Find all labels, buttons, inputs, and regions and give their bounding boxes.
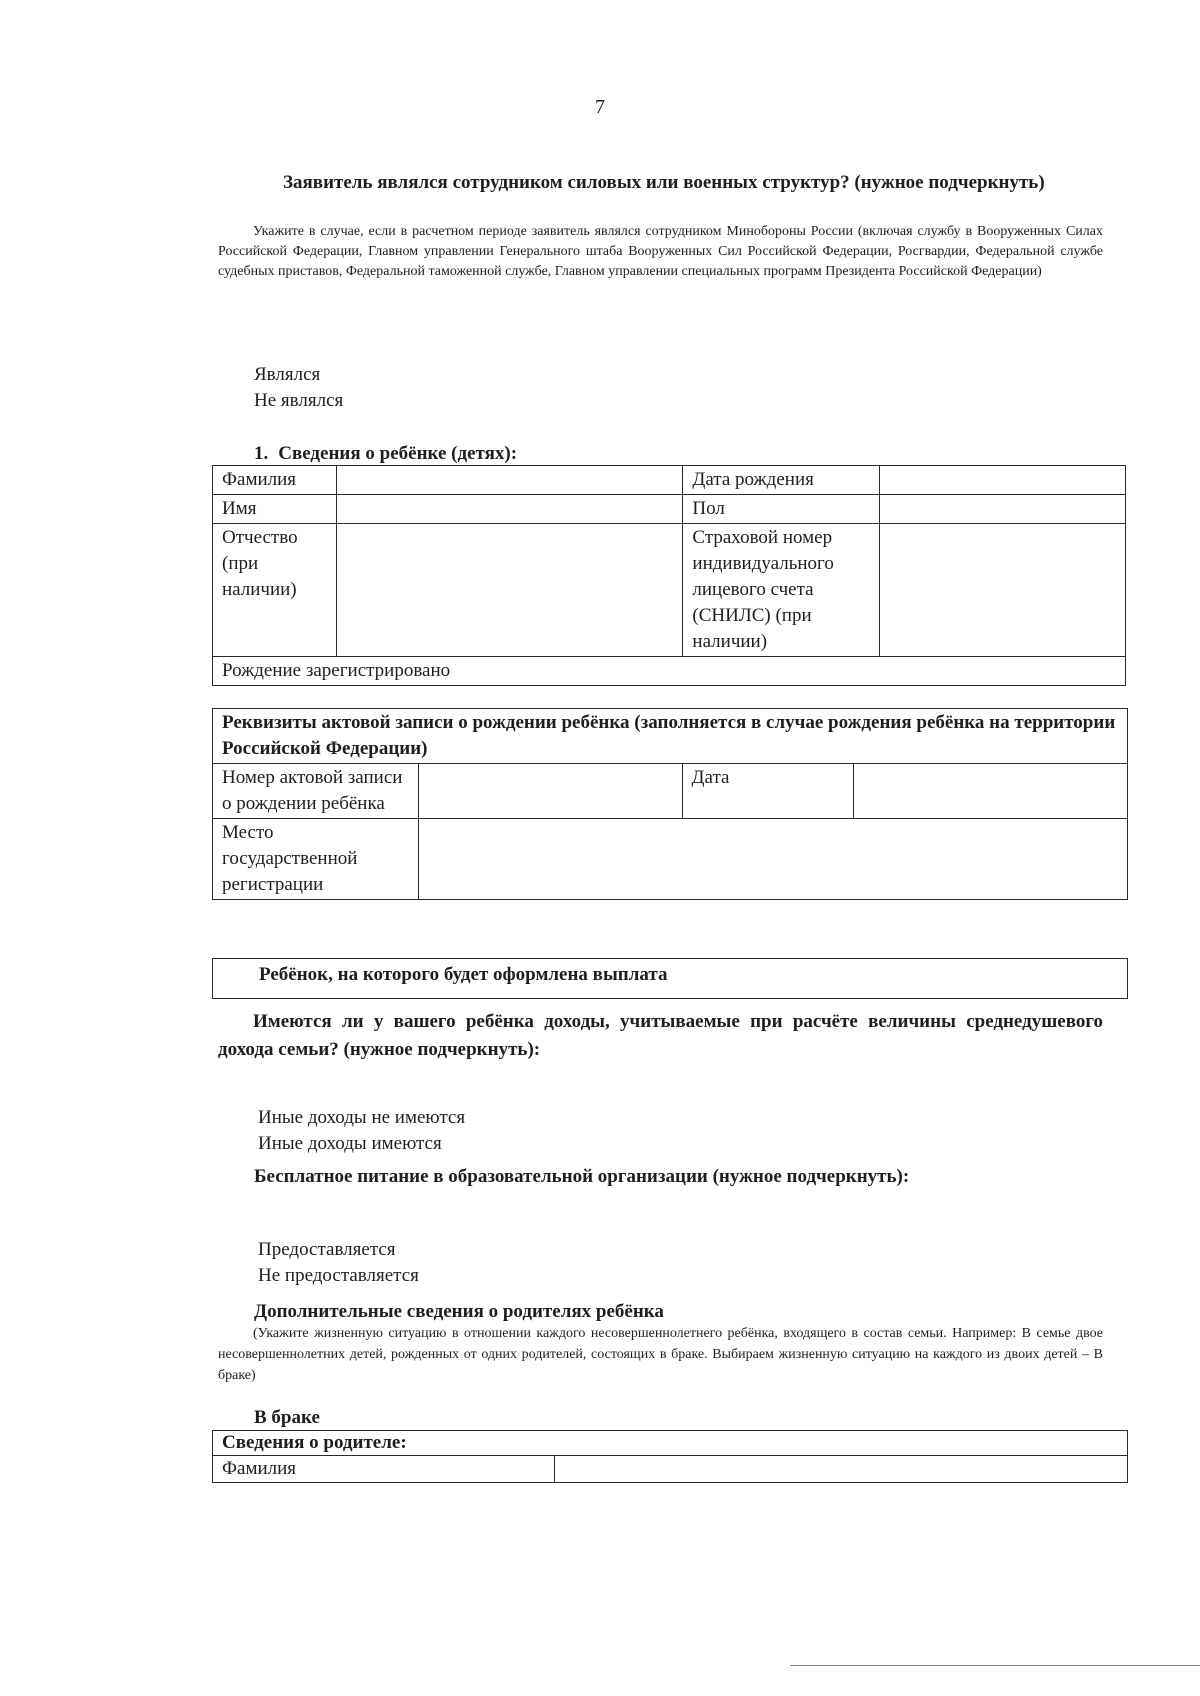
table-row xyxy=(213,1456,1128,1483)
birth-date-field[interactable] xyxy=(880,466,1126,495)
parent-surname-field[interactable] xyxy=(554,1456,1127,1483)
security-question-title: Заявитель являлся сотрудником силовых или военных структур? (нужное подчеркнуть) xyxy=(283,172,1045,193)
table-row xyxy=(213,709,1128,764)
table-row xyxy=(213,657,1126,686)
security-question-note: Укажите в случае, если в расчетном периоде заявитель являлся сотрудником Минобороны России (включая службу в Вооруженных Силах Российской Федерации, Главном управлении Генерального штаба Вооруженных Сил Российской Федерации, Росгвардии, Федеральной службе судебных приставов, Федеральной таможенной службе, Главном управлении специальных программ Президента Российской Федерации) xyxy=(218,224,1103,279)
table-row xyxy=(213,495,1126,524)
record-number-label: Номер актовой записи о рождении ребёнка xyxy=(213,764,419,819)
payment-child-label: Ребёнок, на которого будет оформлена выплата xyxy=(213,959,1128,999)
patronymic-label: Отчество (при наличии) xyxy=(213,524,337,657)
income-option-present[interactable]: Иные доходы имеются xyxy=(258,1133,442,1154)
security-option-no[interactable]: Не являлся xyxy=(254,390,344,411)
parent-table-title: Сведения о родителе: xyxy=(213,1431,1128,1456)
birth-registered-label: Рождение зарегистрировано xyxy=(213,657,1126,686)
sex-label: Пол xyxy=(683,495,880,524)
scan-artifact-line xyxy=(790,1665,1200,1666)
table-row xyxy=(213,819,1128,900)
free-meals-question-title: Бесплатное питание в образовательной организации (нужное подчеркнуть): xyxy=(254,1166,910,1187)
birth-record-title: Реквизиты актовой записи о рождении ребёнка (заполняется в случае рождения ребёнка на территории Российской Федерации) xyxy=(213,709,1128,764)
child-section-number: 1. xyxy=(254,443,269,464)
table-row xyxy=(213,524,1126,657)
free-meals-option-no[interactable]: Не предоставляется xyxy=(258,1265,419,1286)
parent-info-table xyxy=(212,1430,1128,1483)
free-meals-option-yes[interactable]: Предоставляется xyxy=(258,1239,396,1260)
name-field[interactable] xyxy=(336,495,682,524)
record-number-field[interactable] xyxy=(418,764,682,819)
payment-child-table xyxy=(212,958,1128,999)
parents-info-title: Дополнительные сведения о родителях ребёнка xyxy=(254,1301,664,1322)
income-question-title: Имеются ли у вашего ребёнка доходы, учитываемые при расчёте величины среднедушевого дохода семьи? (нужное подчеркнуть): xyxy=(218,1011,1103,1060)
child-section-heading: Сведения о ребёнке (детях): xyxy=(278,443,518,464)
table-row xyxy=(213,764,1128,819)
parent-surname-label: Фамилия xyxy=(213,1456,555,1483)
snils-label: Страховой номер индивидуального лицевого счета (СНИЛС) (при наличии) xyxy=(683,524,880,657)
sex-field[interactable] xyxy=(880,495,1126,524)
table-row xyxy=(213,959,1128,999)
child-info-table xyxy=(212,465,1126,686)
birth-date-label: Дата рождения xyxy=(683,466,880,495)
patronymic-field[interactable] xyxy=(336,524,682,657)
name-label: Имя xyxy=(213,495,337,524)
page-number: 7 xyxy=(595,96,605,118)
birth-record-table xyxy=(212,708,1128,900)
table-row xyxy=(213,466,1126,495)
registration-place-label: Место государственной регистрации xyxy=(213,819,419,900)
registration-place-field[interactable] xyxy=(418,819,1127,900)
security-option-yes[interactable]: Являлся xyxy=(254,364,321,385)
table-row xyxy=(213,1431,1128,1456)
child-section-title xyxy=(254,443,517,465)
surname-field[interactable] xyxy=(336,466,682,495)
married-situation-title: В браке xyxy=(254,1407,320,1428)
record-date-label: Дата xyxy=(682,764,854,819)
record-date-field[interactable] xyxy=(854,764,1128,819)
income-option-none[interactable]: Иные доходы не имеются xyxy=(258,1107,466,1128)
parents-info-note: (Укажите жизненную ситуацию в отношении каждого несовершеннолетнего ребёнка, входящего в состав семьи. Например: В семье двое несовершеннолетних детей, рожденных от одних родителей, состоящих в браке. Выбираем жизненную ситуацию на каждого из двоих детей – В браке) xyxy=(218,1326,1103,1383)
surname-label: Фамилия xyxy=(213,466,337,495)
snils-field[interactable] xyxy=(880,524,1126,657)
